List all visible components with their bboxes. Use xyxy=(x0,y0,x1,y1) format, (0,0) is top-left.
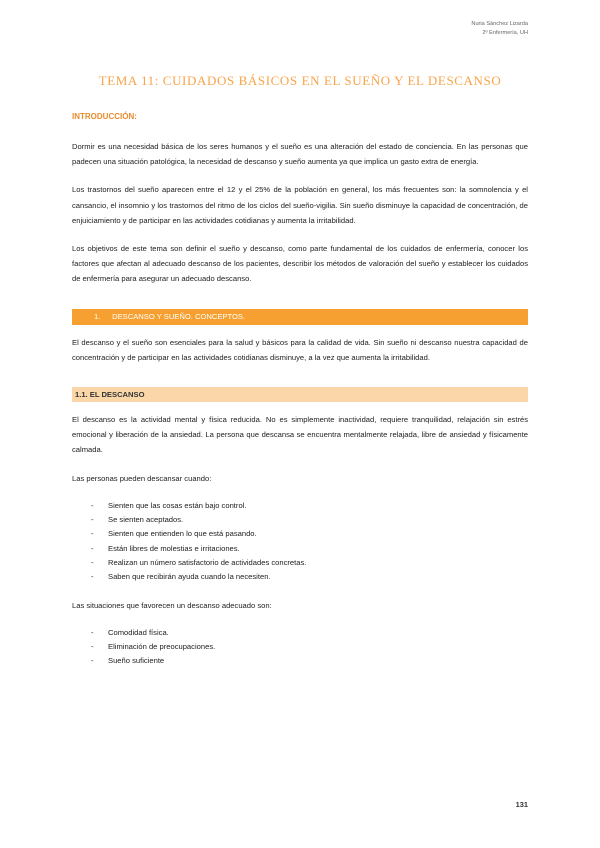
list-2-intro: Las situaciones que favorecen un descanso adecuado son: xyxy=(72,600,272,610)
intro-label: INTRODUCCIÓN: xyxy=(72,112,137,121)
list-item: - Están libres de molestias e irritaciones. xyxy=(72,542,528,556)
author-name: Nuria Sánchez Lizarda xyxy=(471,21,528,27)
list-item: - Saben que recibirán ayuda cuando la necesiten. xyxy=(72,570,528,584)
bullet-dash: - xyxy=(91,627,94,637)
bullet-dash: - xyxy=(91,500,94,510)
section-1-paragraph: El descanso y el sueño son esenciales para la salud y básicos para la calidad de vida. Sin sueño ni descanso nuestra capacidad de concentración y de participar en las actividades cotidianas disminuye, a la vez que aumenta la irritabilidad. xyxy=(72,337,528,362)
list-item: - Se sienten aceptados. xyxy=(72,513,528,527)
intro-paragraph-1: Dormir es una necesidad básica de los seres humanos y el sueño es una alteración del estado de conciencia. En las personas que padecen una situación patológica, la necesidad de descanso y sueño aumenta ya que implica un gasto extra de energía. xyxy=(72,142,528,167)
intro-paragraph-3: Los objetivos de este tema son definir el sueño y descanso, como parte fundamental de los cuidados de enfermería, conocer los factores que afectan al adecuado descanso de los pacientes, describir los métodos de valoración del sueño y establecer los cuidados de enfermería para asegurar un adecuado descanso. xyxy=(72,244,528,284)
page-number: 131 xyxy=(515,800,528,809)
list-item: - Sienten que entienden lo que está pasando. xyxy=(72,527,528,541)
bullet-dash: - xyxy=(91,558,94,568)
page-header xyxy=(471,20,528,38)
intro-paragraph-2: Los trastornos del sueño aparecen entre el 12 y el 25% de la población en general, los más frecuentes son: la somnolencia y el cansancio, el insomnio y los trastornos del ritmo de los ciclos del sueño-vigilia. Sin sueño disminuye la capacidad de concentración, de enjuiciamiento y de participar en las actividades cotidianas y aumenta la irritabilidad. xyxy=(72,185,528,225)
list-item: - Sueño suficiente xyxy=(72,654,528,668)
bullet-dash: - xyxy=(91,543,94,553)
list-1-intro: Las personas pueden descansar cuando: xyxy=(72,473,212,483)
list-item: - Comodidad física. xyxy=(72,626,528,640)
bullet-dash: - xyxy=(91,515,94,525)
subsection-1-1-paragraph: El descanso es la actividad mental y física reducida. No es simplemente inactividad, requiere tranquilidad, relajación sin estrés emocional y liberación de la ansiedad. La persona que descansa se encuentra mentalmente relajada, libre de ansiedad y físicamente calmada. xyxy=(72,415,528,455)
list-item: - Realizan un número satisfactorio de actividades concretas. xyxy=(72,556,528,570)
document-body xyxy=(72,112,528,682)
section-1-title: DESCANSO Y SUEÑO. CONCEPTOS. xyxy=(112,311,246,321)
list-item: - Eliminación de preocupaciones. xyxy=(72,640,528,654)
bullet-dash: - xyxy=(91,642,94,652)
bullet-dash: - xyxy=(91,656,94,666)
bullet-dash: - xyxy=(91,529,94,539)
rest-favoring-list xyxy=(72,626,528,669)
section-1-heading xyxy=(72,309,528,325)
section-1-number: 1. xyxy=(94,311,101,321)
subsection-1-1-heading: 1.1. EL DESCANSO xyxy=(72,387,528,402)
page-title: TEMA 11: CUIDADOS BÁSICOS EN EL SUEÑO Y EL DESCANSO xyxy=(98,73,502,88)
bullet-dash: - xyxy=(91,572,94,582)
list-item: - Sienten que las cosas están bajo control. xyxy=(72,499,528,513)
course-name: 2º Enfermería, UH xyxy=(482,30,528,36)
rest-conditions-list xyxy=(72,499,528,585)
